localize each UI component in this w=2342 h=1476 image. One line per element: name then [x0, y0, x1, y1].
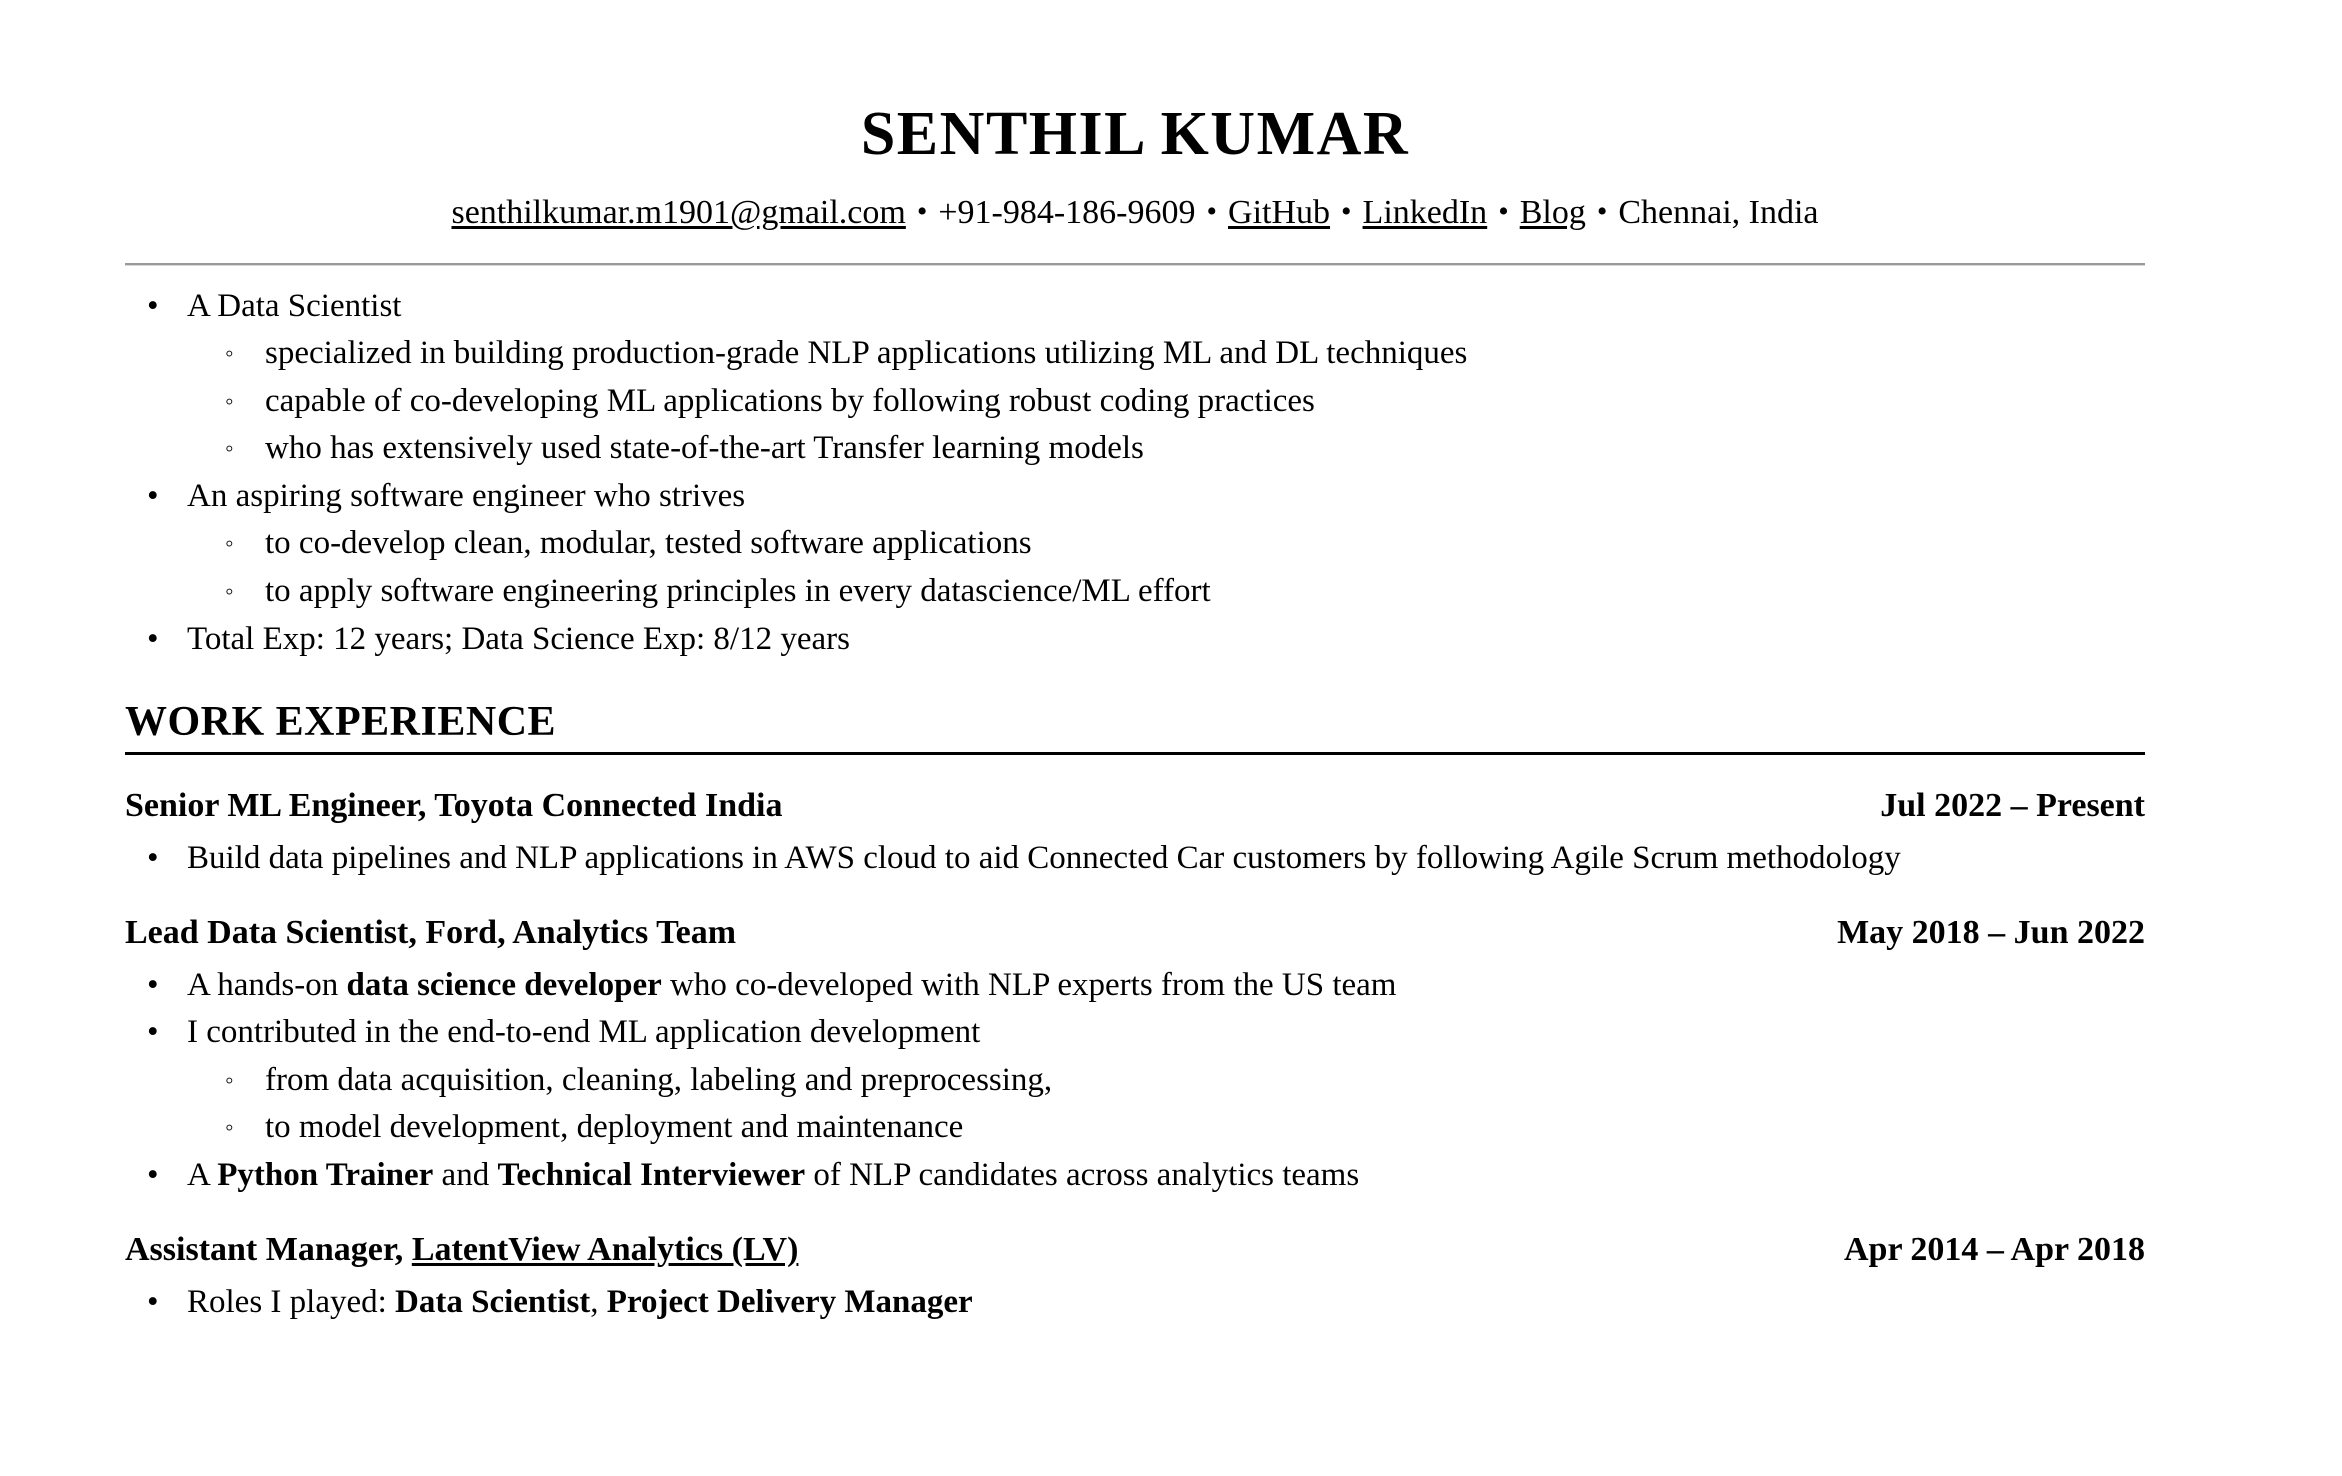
section-divider	[125, 752, 2145, 755]
summary-bullet-text: An aspiring software engineer who strives	[187, 477, 746, 514]
plain-text: Build data pipelines and NLP applications in AWS cloud to aid Connected Car customers by following Agile Scrum methodology	[187, 839, 1901, 876]
job-bullet-wrapper	[125, 962, 2145, 1200]
emphasis-text: data science developer	[346, 966, 662, 1003]
job-bullet-wrapper	[125, 1279, 2145, 1327]
job-header	[125, 785, 2145, 828]
contact-link[interactable]: GitHub	[1228, 194, 1331, 232]
contact-line	[125, 167, 2145, 234]
circle-bullet-icon: ◦	[225, 531, 234, 558]
job-entry	[125, 912, 2145, 1199]
sub-bullet-item	[207, 425, 2145, 473]
plain-text: A	[187, 1156, 218, 1193]
job-title-text: Senior ML Engineer, Toyota Connected India	[125, 787, 783, 825]
plain-text: of NLP candidates across analytics teams	[805, 1156, 1360, 1193]
disc-bullet-icon: •	[147, 1283, 159, 1320]
contact-separator: •	[1206, 195, 1218, 229]
job-title-text: Assistant Manager,	[125, 1231, 412, 1269]
sub-bullet-list	[187, 1057, 2145, 1152]
sub-bullet-item	[207, 568, 2145, 616]
contact-link[interactable]: LinkedIn	[1362, 194, 1488, 232]
job-bullet-text	[187, 967, 1396, 1003]
contact-link[interactable]: senthilkumar.m1901@gmail.com	[451, 194, 906, 232]
job-bullet-item	[125, 1279, 2145, 1327]
summary-section	[125, 266, 2145, 663]
summary-bullet-text: Total Exp: 12 years; Data Science Exp: 8/12 years	[187, 620, 850, 657]
circle-bullet-icon: ◦	[225, 1115, 234, 1142]
section-heading-work-experience: WORK EXPERIENCE	[125, 699, 557, 746]
sub-bullet-item	[207, 1104, 2145, 1152]
job-dates: Apr 2014 – Apr 2018	[1843, 1231, 2145, 1269]
emphasis-text: Technical Interviewer	[497, 1156, 806, 1193]
job-bullet-item	[125, 1009, 2145, 1152]
job-title	[125, 785, 782, 828]
summary-bullet-text: A Data Scientist	[187, 287, 402, 324]
work-experience-section	[125, 699, 2145, 1326]
sub-bullet-text: specialized in building production-grade NLP applications utilizing ML and DL techniques	[265, 335, 1468, 372]
job-title-text: Lead Data Scientist, Ford, Analytics Team	[125, 914, 737, 952]
sub-bullet-item	[207, 378, 2145, 426]
sub-bullet-item	[207, 520, 2145, 568]
sub-bullet-text: to co-develop clean, modular, tested software applications	[265, 525, 1032, 562]
job-bullet-item	[125, 962, 2145, 1010]
emphasis-text: Python Trainer	[217, 1156, 434, 1193]
disc-bullet-icon: •	[147, 839, 159, 876]
contact-link[interactable]: Blog	[1519, 194, 1586, 232]
sub-bullet-item	[207, 1057, 2145, 1105]
sub-bullet-item	[207, 330, 2145, 378]
plain-text: and	[433, 1156, 498, 1193]
sub-bullet-text: capable of co-developing ML applications by following robust coding practices	[265, 382, 1315, 419]
job-bullet-list	[125, 962, 2145, 1200]
contact-separator: •	[916, 195, 928, 229]
disc-bullet-icon: •	[147, 966, 159, 1003]
job-dates: Jul 2022 – Present	[1880, 787, 2145, 825]
circle-bullet-icon: ◦	[225, 1067, 234, 1094]
resume-content	[125, 0, 2145, 1326]
sub-bullet-text: to model development, deployment and maintenance	[265, 1109, 964, 1146]
sub-bullet-text: to apply software engineering principles in every datascience/ML effort	[265, 572, 1211, 609]
circle-bullet-icon: ◦	[225, 341, 234, 368]
sub-bullet-list	[187, 330, 2145, 473]
summary-bullet-item	[125, 473, 2145, 616]
job-dates: May 2018 – Jun 2022	[1837, 914, 2145, 952]
job-bullet-text	[187, 840, 1901, 876]
disc-bullet-icon: •	[147, 477, 159, 514]
job-bullet-text	[187, 1284, 973, 1320]
summary-bullet-item	[125, 616, 2145, 664]
job-title	[125, 912, 736, 955]
sub-bullet-text: from data acquisition, cleaning, labeling and preprocessing,	[265, 1061, 1053, 1098]
company-link[interactable]: LatentView Analytics (LV)	[411, 1231, 799, 1269]
disc-bullet-icon: •	[147, 287, 159, 324]
summary-list	[125, 283, 2145, 663]
emphasis-text: Project Delivery Manager	[606, 1283, 973, 1320]
job-bullet-list	[125, 1279, 2145, 1327]
disc-bullet-icon: •	[147, 1156, 159, 1193]
page-title: SENTHIL KUMAR	[860, 100, 1410, 168]
job-list	[125, 785, 2145, 1326]
contact-text: Chennai, India	[1618, 194, 1819, 232]
plain-text: who co-developed with NLP experts from the US team	[661, 966, 1397, 1003]
plain-text: ,	[590, 1283, 607, 1320]
job-header	[125, 912, 2145, 955]
job-bullet-wrapper	[125, 835, 2145, 883]
job-title	[125, 1229, 798, 1272]
disc-bullet-icon: •	[147, 620, 159, 657]
job-bullet-text	[187, 1157, 1359, 1193]
contact-separator: •	[1341, 195, 1352, 229]
circle-bullet-icon: ◦	[225, 388, 234, 415]
job-bullet-text	[187, 1014, 980, 1050]
contact-text: +91-984-186-9609	[938, 194, 1196, 232]
contact-separator: •	[1498, 195, 1509, 229]
sub-bullet-list	[187, 520, 2145, 615]
plain-text: A hands-on	[187, 966, 347, 1003]
job-entry	[125, 1229, 2145, 1326]
job-header	[125, 1229, 2145, 1272]
sub-bullet-text: who has extensively used state-of-the-art Transfer learning models	[265, 430, 1144, 467]
disc-bullet-icon: •	[147, 1014, 159, 1051]
circle-bullet-icon: ◦	[225, 578, 234, 605]
job-entry	[125, 785, 2145, 882]
plain-text: I contributed in the end-to-end ML application development	[187, 1014, 981, 1051]
plain-text: Roles I played:	[187, 1283, 396, 1320]
circle-bullet-icon: ◦	[225, 436, 234, 463]
summary-bullet-item	[125, 283, 2145, 473]
job-bullet-item	[125, 1152, 2145, 1200]
contact-separator: •	[1596, 195, 1608, 229]
job-bullet-item	[125, 835, 2145, 883]
job-bullet-list	[125, 835, 2145, 883]
emphasis-text: Data Scientist	[395, 1283, 591, 1320]
